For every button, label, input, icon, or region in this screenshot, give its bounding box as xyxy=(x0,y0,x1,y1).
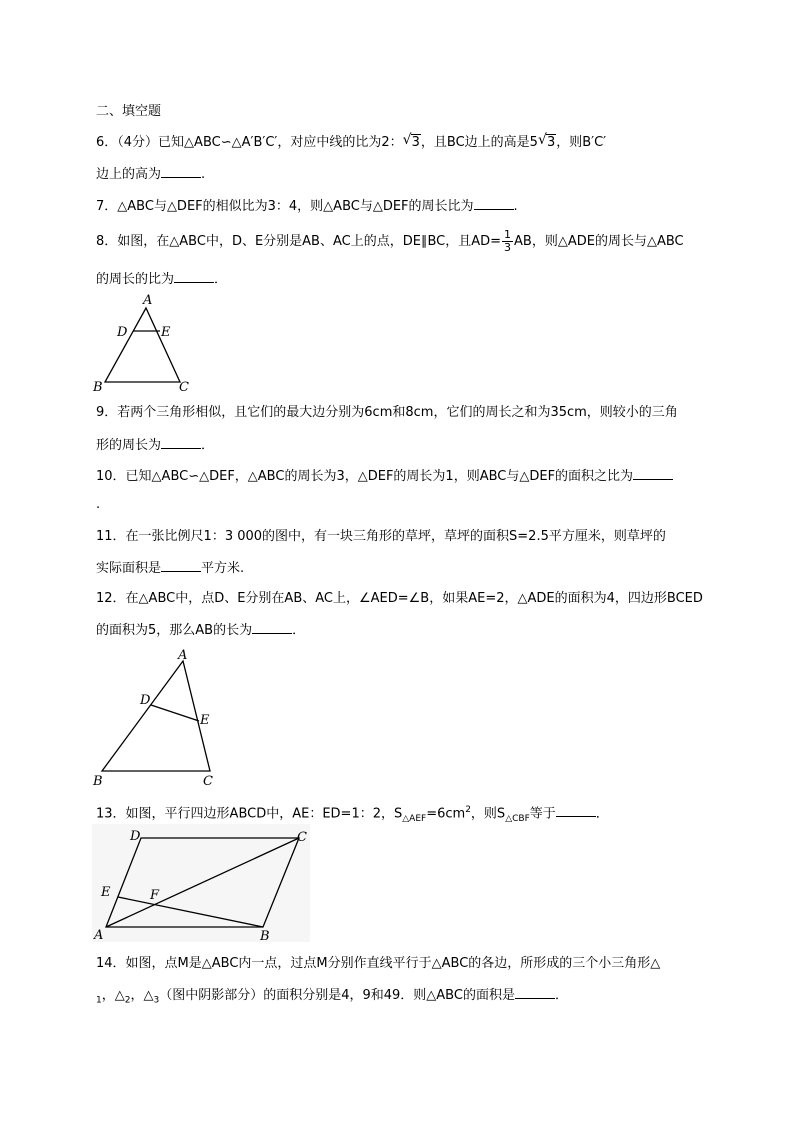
question-text: ，则S xyxy=(470,806,506,822)
label-f: F xyxy=(150,888,160,903)
punctuation: . xyxy=(513,199,518,214)
question-10-end: . xyxy=(96,497,101,512)
label-d: D xyxy=(140,693,151,708)
label-d: D xyxy=(117,325,128,340)
superscript: 2 xyxy=(465,805,471,815)
question-number: 11． xyxy=(96,529,126,544)
question-number: 7． xyxy=(96,199,118,214)
label-c: C xyxy=(297,830,307,845)
section-title: 二、填空题 xyxy=(96,104,162,119)
question-text: 在△ABC中，点D、E分别在AB、AC上，∠AED=∠B，如果AE=2，△ADE的面积为4，四边形BCED xyxy=(125,591,703,606)
label-e: E xyxy=(161,325,171,340)
label-c: C xyxy=(203,774,213,789)
punctuation: ． xyxy=(554,988,568,1003)
answer-blank[interactable] xyxy=(161,436,201,449)
question-9-line-2 xyxy=(96,436,214,455)
question-number: 12． xyxy=(96,591,126,606)
answer-blank[interactable] xyxy=(633,467,673,480)
question-9-line-1 xyxy=(96,404,678,422)
punctuation: . xyxy=(201,167,206,182)
subscript: △AEF xyxy=(402,813,427,824)
question-text: 边上的高为 xyxy=(96,167,162,182)
question-text: ，△ xyxy=(130,988,154,1003)
question-number: 8． xyxy=(96,234,118,249)
question-text: （4分）已知△ABC∽△A′B′C′，对应中线的比为2： xyxy=(117,135,403,150)
question-6-line-2 xyxy=(96,165,205,184)
subscript: 3 xyxy=(153,995,160,1006)
question-text: 已知△ABC∽△DEF，△ABC的周长为3，△DEF的周长为1，则ABC与△DEF的面积之比为 xyxy=(125,469,634,484)
question-text: ，则B′C′ xyxy=(556,135,607,150)
sqrt-expression: √ 3 xyxy=(537,132,556,150)
question-text: 的周长的比为 xyxy=(96,272,175,287)
question-14-line-2 xyxy=(96,986,568,1010)
triangle-abc xyxy=(105,308,180,382)
question-11-line-1 xyxy=(96,528,666,546)
segment-de xyxy=(151,705,199,721)
sqrt-expression: √ 3 xyxy=(402,132,420,150)
label-e: E xyxy=(101,885,111,900)
fraction: $\frac{1}{3}$ xyxy=(504,228,512,254)
question-11-line-2 xyxy=(96,559,244,578)
label-a: A xyxy=(143,293,153,308)
label-e: E xyxy=(200,713,210,728)
question-text: ，△ xyxy=(101,988,125,1003)
question-text: 如图，在△ABC中，D、E分别是AB、AC上的点，DE∥BC，且AD= xyxy=(117,234,502,249)
punctuation: ． xyxy=(201,438,215,453)
subscript: 2 xyxy=(124,995,131,1006)
answer-blank[interactable] xyxy=(556,804,596,817)
label-a: A xyxy=(178,648,188,663)
question-text: 平方米. xyxy=(201,561,245,576)
question-text: 在一张比例尺1：3 000的图中，有一块三角形的草坪，草坪的面积S=2.5平方厘米，则草坪的 xyxy=(125,529,666,544)
label-a: A xyxy=(94,928,104,942)
label-b: B xyxy=(260,929,270,942)
answer-blank[interactable] xyxy=(161,559,201,572)
parallelogram-figure-q13 xyxy=(92,824,310,942)
question-text: △ABC与△DEF的相似比为3：4，则△ABC与△DEF的周长比为 xyxy=(117,199,474,214)
question-number: 13． xyxy=(96,806,126,822)
question-8-line-2 xyxy=(96,270,227,289)
triangle-abc xyxy=(102,661,210,771)
question-text: 的面积为5，那么AB的长为 xyxy=(96,623,253,638)
subscript: △CBF xyxy=(505,813,530,824)
question-8-line-1 xyxy=(96,229,684,254)
punctuation: ． xyxy=(595,806,609,822)
label-b: B xyxy=(93,380,103,394)
triangle-figure-q12 xyxy=(88,645,223,791)
question-7 xyxy=(96,197,518,216)
question-10 xyxy=(96,467,673,486)
question-text: （图中阴影部分）的面积分别是4，9和49．则△ABC的面积是 xyxy=(159,988,515,1003)
answer-blank[interactable] xyxy=(252,621,292,634)
question-12-line-2 xyxy=(96,621,305,640)
subscript: 1 xyxy=(96,995,102,1006)
question-text: 如图，点M是△ABC内一点，过点M分别作直线平行于△ABC的各边，所形成的三个小三角形△ xyxy=(125,956,661,971)
question-text: =6cm xyxy=(426,806,466,822)
label-c: C xyxy=(179,380,189,394)
punctuation: ． xyxy=(292,623,306,638)
question-14-line-1 xyxy=(96,955,660,973)
triangle-figure-q8 xyxy=(88,290,198,394)
question-12-line-1 xyxy=(96,590,703,608)
question-text: 如图，平行四边形ABCD中，AE：ED=1：2，S xyxy=(125,806,403,822)
label-b: B xyxy=(93,774,103,789)
question-text: ，且BC边上的高是5 xyxy=(420,135,538,150)
answer-blank[interactable] xyxy=(474,197,514,210)
question-number: 14． xyxy=(96,956,126,971)
question-text: AB，则△ADE的周长与△ABC xyxy=(514,234,684,249)
question-number: 9． xyxy=(96,405,118,420)
question-6-line-1 xyxy=(96,134,606,152)
question-text: 实际面积是 xyxy=(96,561,162,576)
punctuation: ． xyxy=(214,272,228,287)
question-number: 10． xyxy=(96,469,126,484)
question-text: 若两个三角形相似，且它们的最大边分别为6cm和8cm，它们的周长之和为35cm，则较小的三角 xyxy=(117,405,678,420)
answer-blank[interactable] xyxy=(174,270,214,283)
answer-blank[interactable] xyxy=(161,165,201,178)
label-d: D xyxy=(130,829,141,844)
question-text: 形的周长为 xyxy=(96,438,162,453)
question-text: 等于 xyxy=(529,806,556,822)
question-number: 6． xyxy=(96,135,118,150)
answer-blank[interactable] xyxy=(515,986,555,999)
